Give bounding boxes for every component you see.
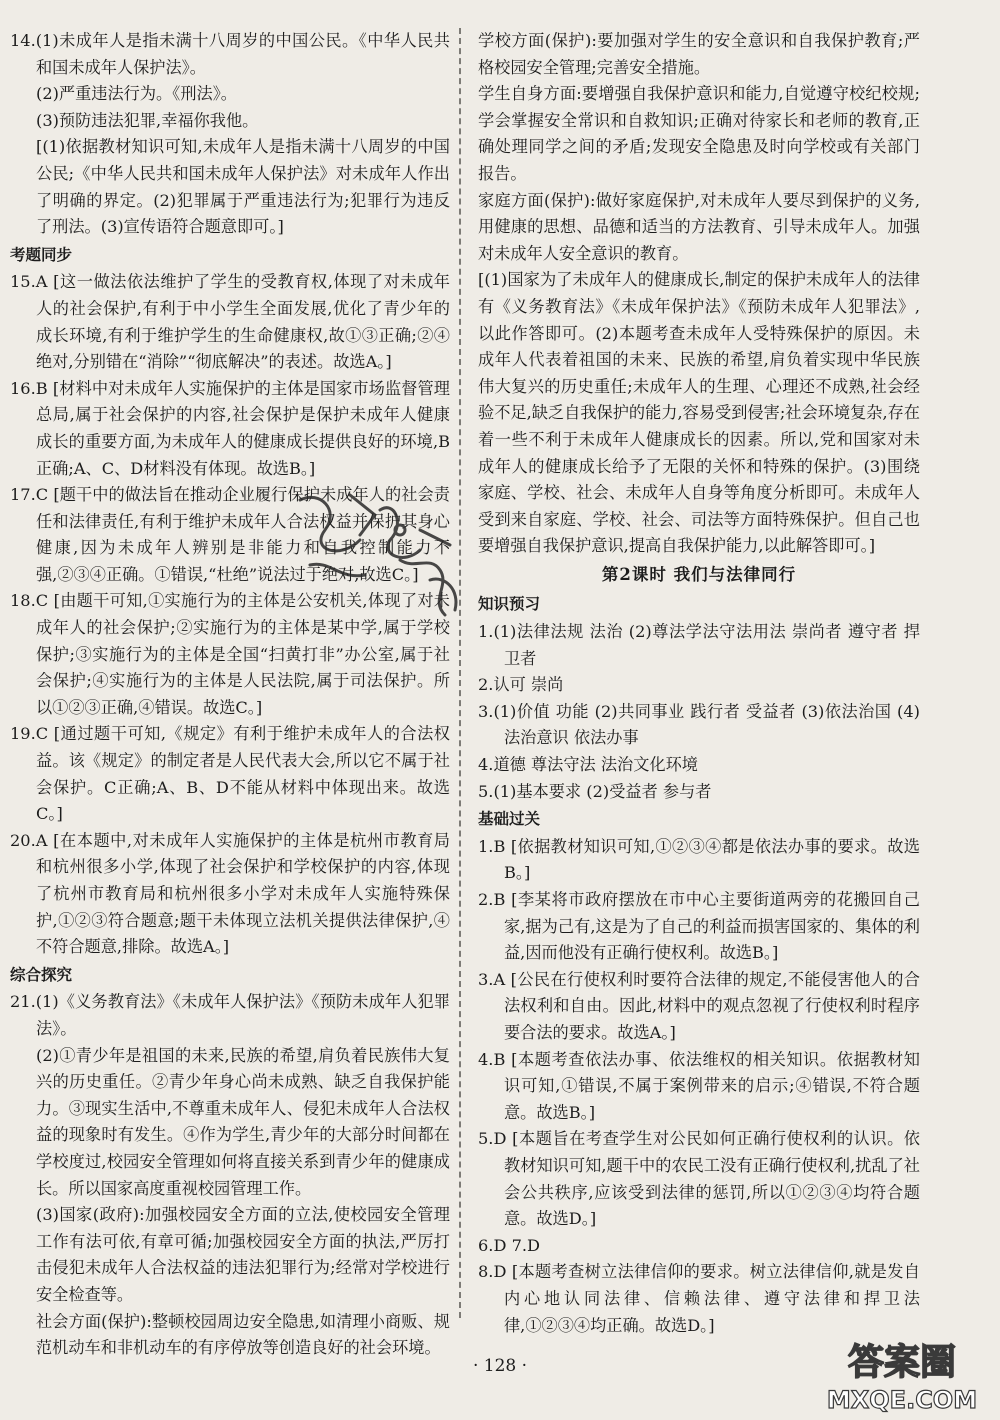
answer-paragraph: 2.B [李某将市政府摆放在市中心主要街道两旁的花搬回自己家,据为己有,这是为了自己的利益而损害国家的、集体的利益,因而他没有正确行使权利。故选B。] [478, 890, 920, 963]
answer-paragraph: 1.B [依据教材知识可知,①②③④都是依法办事的要求。故选B。] [478, 836, 920, 883]
section-heading: 综合探究 [10, 965, 73, 984]
answer-paragraph: 学校方面(保护):要加强对学生的安全意识和自我保护教育;严格校园安全管理;完善安全措施。 [478, 31, 920, 77]
answer-paragraph: 16.B [材料中对未成年人实施保护的主体是国家市场监督管理总局,属于社会保护的内容,社会保护是保护未成年人健康成长的重要方面,为未成年人的健康成长提供良好的环境,B正确;A、C、D材料没有体现。故选B。] [10, 378, 450, 478]
answer-paragraph: 8.D [本题考查树立法律信仰的要求。树立法律信仰,就是发自内心地认同法律、信赖法律、遵守法律和捍卫法律,①②③④均正确。故选D。] [478, 1262, 920, 1335]
page-number: · 128 · [472, 1356, 528, 1376]
answer-paragraph: 20.A [在本题中,对未成年人实施保护的主体是杭州市教育局和杭州很多小学,体现了社会保护和学校保护的内容,体现了杭州市教育局和杭州很多小学对未成年人实施特殊保护,①②③符合题意;题干未体现立法机关提供法律保护,④不符合题意,排除。故选A。] [10, 830, 450, 957]
section-heading: 知识预习 [478, 595, 541, 614]
left-column [10, 28, 450, 1362]
answer-paragraph: 17.C [题干中的做法旨在推动企业履行保护未成年人的社会责任和法律责任,有利于维护未成年人合法权益并保护其身心健康,因为未成年人辨别是非能力和自我控制能力不强,②③④正确。①错误,“杜绝”说法过于绝对,故选C。] [10, 485, 450, 584]
answer-paragraph: 家庭方面(保护):做好家庭保护,对未成年人要尽到保护的义务,用健康的思想、品德和适当的方法教育、引导未成年人。加强对未成年人安全意识的教育。 [478, 190, 920, 263]
answer-paragraph: (2)①青少年是祖国的未来,民族的希望,肩负着民族伟大复兴的历史重任。②青少年身心尚未成熟、缺乏自我保护能力。③现实生活中,不尊重未成年人、侵犯未成年人合法权益的现象时有发生。④作为学生,青少年的大部分时间都在学校度过,校园安全管理如何将直接关系到青少年的健康成长。所以国家高度重视校园管理工作。 [36, 1045, 450, 1198]
answer-paragraph: 3.(1)价值 功能 (2)共同事业 践行者 受益者 (3)依法治国 (4)法治意识 依法办事 [478, 701, 920, 748]
answer-paragraph: 6.D 7.D [478, 1235, 540, 1255]
handwritten-scribble [280, 470, 490, 640]
answer-paragraph: (3)预防违法犯罪,幸福你我他。 [36, 110, 259, 130]
answer-paragraph: (2)严重违法行为。《刑法》。 [36, 84, 237, 104]
right-column [478, 28, 920, 1339]
answer-paragraph: 15.A [这一做法依法维护了学生的受教育权,体现了对未成年人的社会保护,有利于中小学生全面发展,优化了青少年的成长环境,有利于维护学生的生命健康权,故①③正确;②④绝对,分别错在“消除”“彻底解决”的表述。故选A。] [10, 272, 450, 372]
answer-paragraph: 5.(1)基本要求 (2)受益者 参与者 [478, 781, 712, 801]
answer-paragraph: 19.C [通过题干可知,《规定》有利于维护未成年人的合法权益。该《规定》的制定者是人民代表大会,所以它不属于社会保护。C正确;A、B、D不能从材料中体现出来。故选C。] [10, 724, 450, 824]
answer-paragraph: 4.道德 尊法守法 法治文化环境 [478, 755, 698, 775]
answer-paragraph: 14.(1)未成年人是指未满十八周岁的中国公民。《中华人民共和国未成年人保护法》。 [10, 31, 450, 77]
answer-paragraph: (3)国家(政府):加强校园安全方面的立法,使校园安全管理工作有法可依,有章可循;加强校园安全方面的执法,严厉打击侵犯未成年人合法权益的违法犯罪行为;经常对学校进行安全检查等。 [36, 1205, 450, 1304]
answer-paragraph: 社会方面(保护):整顿校园周边安全隐患,如清理小商贩、规范机动车和非机动车的有序停放等创造良好的社会环境。 [36, 1311, 450, 1358]
answer-paragraph: 3.A [公民在行使权利时要符合法律的规定,不能侵害他人的合法权利和自由。因此,材料中的观点忽视了行使权利时程序要合法的要求。故选A。] [478, 969, 920, 1042]
section-heading: 基础过关 [478, 810, 541, 829]
answer-paragraph: 2.认可 崇尚 [478, 675, 564, 695]
watermark-title: 答案圈 [847, 1342, 957, 1383]
answer-paragraph: 5.D [本题旨在考查学生对公民如何正确行使权利的认识。依教材知识可知,题干中的农民工没有正确行使权利,扰乱了社会公共秩序,应该受到法律的惩罚,所以①②③④均符合题意。故选D。] [478, 1129, 920, 1229]
answer-paragraph: 21.(1)《义务教育法》《未成年人保护法》《预防未成年人犯罪法》。 [10, 992, 450, 1038]
watermark-logo [812, 1330, 992, 1416]
column-divider [459, 28, 461, 1318]
watermark-url: MXQE.COM [826, 1386, 978, 1414]
answer-paragraph: 学生自身方面:要增强自我保护意识和能力,自觉遵守校纪校规;学会掌握安全常识和自救知识;正确对待家长和老师的教育,正确处理同学之间的矛盾;发现安全隐患及时向学校或有关部门报告。 [478, 84, 920, 183]
answer-paragraph: 18.C [由题干可知,①实施行为的主体是公安机关,体现了对未成年人的社会保护;②实施行为的主体是某中学,属于学校保护;③实施行为的主体是全国“扫黄打非”办公室,属于社会保护;④实施行为的主体是人民法院,属于司法保护。所以①②③正确,④错误。故选C。] [10, 591, 450, 717]
lesson-title: 第2课时 我们与法律同行 [601, 564, 797, 584]
answer-paragraph: [(1)依据教材知识可知,未成年人是指未满十八周岁的中国公民;《中华人民共和国未成年人保护法》对未成年人作出了明确的界定。(2)犯罪属于严重违法行为;犯罪行为违反了刑法。(3)宣传语符合题意即可。] [36, 137, 450, 237]
section-heading: 考题同步 [10, 245, 73, 264]
answer-paragraph: [(1)国家为了未成年人的健康成长,制定的保护未成年人的法律有《义务教育法》《未成年保护法》《预防未成年人犯罪法》,以此作答即可。(2)本题考查未成年人受特殊保护的原因。未成年人代表着祖国的未来、民族的希望,肩负着实现中华民族伟大复兴的历史重任;未成年人的生理、心理还不成熟,社会经验不足,缺乏自我保护的能力,容易受到侵害;社会环境复杂,存在着一些不利于未成年人健康成长的因素。所以,党和国家对未成年人的健康成长给予了无限的关怀和特殊的保护。(3)围绕家庭、学校、社会、未成年人自身等角度分析即可。未成年人受到来自家庭、学校、社会、司法等方面特殊保护。但自己也要增强自我保护意识,提高自我保护能力,以此解答即可。] [478, 270, 920, 556]
answer-paragraph: 4.B [本题考查依法办事、依法维权的相关知识。依据教材知识可知,①错误,不属于案例带来的启示;④错误,不符合题意。故选B。] [478, 1049, 920, 1122]
answer-paragraph: 1.(1)法律法规 法治 (2)尊法学法守法用法 崇尚者 遵守者 捍卫者 [478, 622, 920, 668]
